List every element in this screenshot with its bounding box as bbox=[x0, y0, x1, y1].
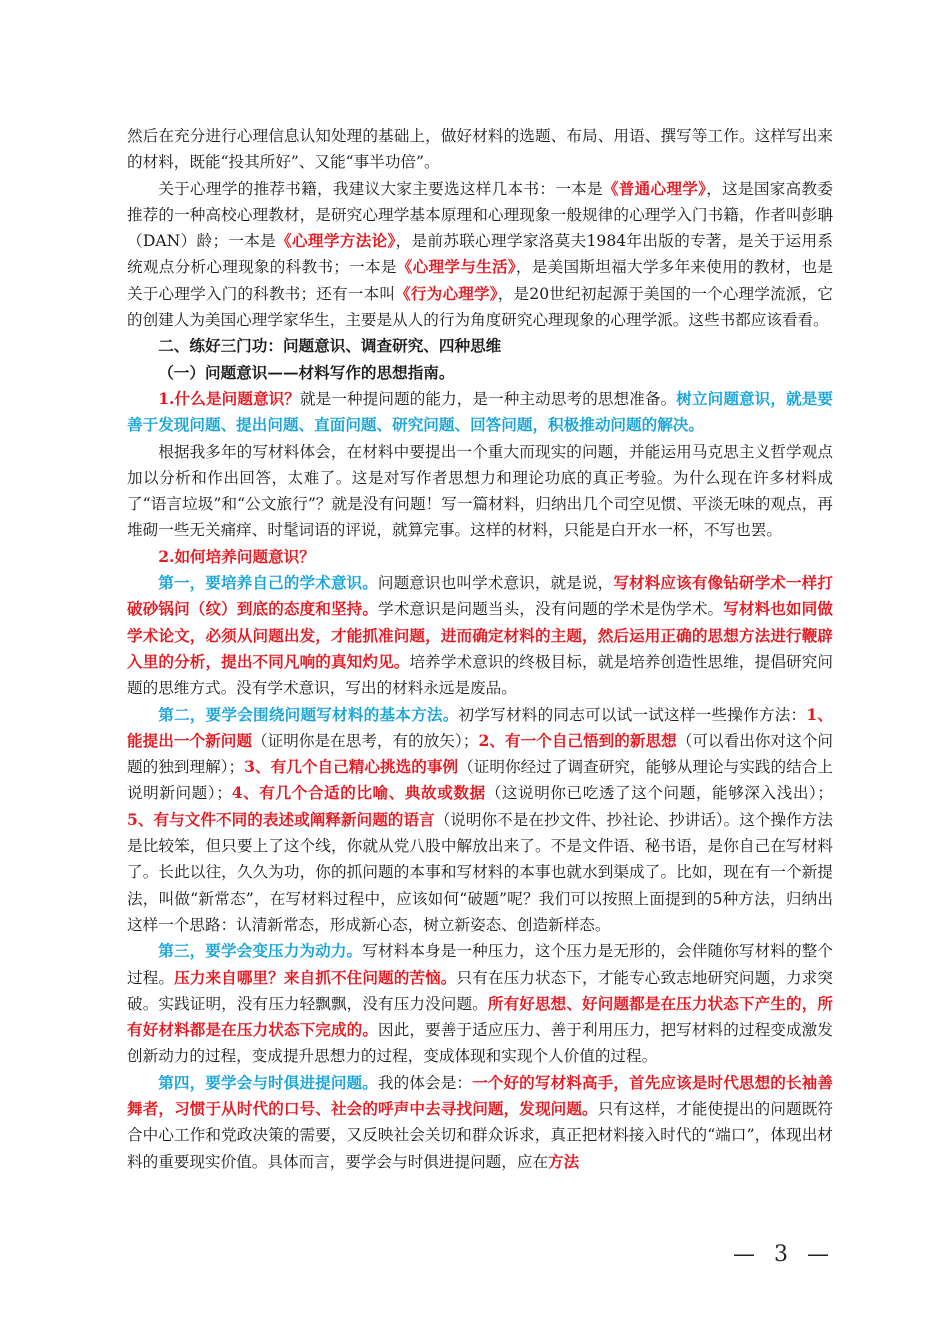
highlight-red-text: 写材料应该有像钻研学术一样打破砂锅问（纹）到底的态度和坚持。 bbox=[127, 573, 833, 619]
paragraph bbox=[127, 570, 833, 701]
highlight-red-text: 3、有几个自己精心挑选的事例 bbox=[244, 757, 459, 777]
text-run: 只有这样，才能使提出的问题既符合中心工作和党政决策的需要，又反映社会关切和群众诉求，真正把材料接入时代的“端口”，体现出材料的重要现实价值。具体而言，要学会与时俱进提问题，应在 bbox=[127, 1099, 833, 1171]
paragraph bbox=[127, 176, 833, 334]
text-run: （可以看出你对这个问题的独到理解）； bbox=[127, 731, 833, 777]
highlight-red-text: 写材料也如同做学术论文，必须从问题出发，才能抓准问题，进而确定材料的主题，然后运用正确的思想方法进行鞭辟入里的分析，提出不同凡响的真知灼见。 bbox=[127, 599, 833, 671]
text-run: ，是美国斯坦福大学多年来使用的教材，也是关于心理学入门的科教书；还有一本叫 bbox=[127, 258, 833, 303]
highlight-blue-text: 第三，要学会变压力为动力。 bbox=[158, 941, 363, 961]
text-run: 根据我多年的写材料体会，在材料中要提出一个重大而现实的问题，并能运用马克思主义哲学观点加以分析和作出回答，太难了。这是对写作者思想力和理论功底的真正考验。为什么现在许多材料成了“语言垃圾”和“公文旅行”？就是没有问题！写一篇材料，归纳出几个司空见惯、平淡无味的观点，再堆砌一些无关痛痒、时髦词语的评说，就算完事。这样的材料，只能是白开水一杯，不写也罢。 bbox=[127, 442, 833, 540]
text-run: ，是20世纪初起源于美国的一个心理学流派，它的创建人为美国心理学家华生，主要是从人的行为角度研究心理现象的心理学派。这些书都应该看看。 bbox=[127, 284, 834, 330]
paragraph bbox=[127, 544, 833, 570]
text-run: 只有在压力状态下，才能专心致志地研究问题，力求突破。实践证明，没有压力轻飘飘，没有压力没问题。 bbox=[127, 968, 833, 1013]
text-run: 关于心理学的推荐书籍，我建议大家主要选这样几本书：一本是 bbox=[158, 179, 603, 198]
paragraph bbox=[127, 439, 833, 544]
highlight-red-text: 1.什么是问题意识？ bbox=[158, 388, 300, 408]
text-run: （一）问题意识——材料写作的思想指南。 bbox=[158, 362, 455, 382]
text-run: ，这是国家高教委推荐的一种高校心理教材，是研究心理学基本原理和心理现象一般规律的心理学入门书籍，作者叫彭聃（DAN）龄；一本是 bbox=[127, 179, 833, 251]
highlight-blue-text: 第一，要培养自己的学术意识。 bbox=[158, 573, 378, 593]
text-run: 初学写材料的同志可以试一试这样一些操作方法： bbox=[458, 705, 807, 724]
section-heading bbox=[127, 360, 833, 386]
highlight-red-text: 一个好的写材料高手，首先应该是时代思想的长袖善舞者，习惯于从时代的口号、社会的呼声中去寻找问题，发现问题。 bbox=[127, 1072, 833, 1118]
highlight-red-text: 5、有与文件不同的表述或阐释新问题的语言 bbox=[127, 809, 435, 829]
text-run: 二、练好三门功：问题意识、调查研究、四种思维 bbox=[158, 336, 502, 356]
highlight-red-text: 《行为心理学》 bbox=[395, 283, 498, 303]
text-run: 我的体会是： bbox=[377, 1073, 473, 1092]
document-body bbox=[127, 123, 833, 1175]
text-run: 培养学术意识的终极目标，就是培养创造性思维，提倡研究问题的思维方式。没有学术意识，写出的材料永远是废品。 bbox=[127, 652, 833, 698]
paragraph bbox=[127, 123, 833, 176]
highlight-red-text: 压力来自哪里？来自抓不住问题的苦恼。 bbox=[174, 967, 457, 987]
highlight-red-text: 2.如何培养问题意识？ bbox=[158, 546, 315, 566]
page-number: — 3 — bbox=[733, 1242, 835, 1267]
text-run: 因此，要善于适应压力、善于利用压力，把写材料的过程变成激发创新动力的过程，变成提升思想力的过程，变成体现和实现个人价值的过程。 bbox=[127, 1021, 833, 1066]
highlight-red-text: 《普通心理学》 bbox=[602, 178, 707, 198]
highlight-red-text: 《心理学方法论》 bbox=[276, 231, 396, 251]
text-run: （证明你经过了调查研究，能够从理论与实践的结合上说明新问题）； bbox=[127, 758, 833, 803]
text-run: 就是一种提问题的能力，是一种主动思考的思想准备。 bbox=[299, 389, 677, 408]
text-run: 写材料本身是一种压力，这个压力是无形的，会伴随你写材料的整个过程。 bbox=[127, 942, 833, 987]
paragraph bbox=[127, 386, 833, 439]
highlight-red-text: 1、能提出一个新问题 bbox=[127, 704, 833, 750]
highlight-red-text: 2、有一个自己悟到的新思想 bbox=[478, 730, 677, 750]
text-run: （证明你是在思考，有的放矢）； bbox=[251, 731, 479, 750]
text-run: 然后在充分进行心理信息认知处理的基础上，做好材料的选题、布局、用语、撰写等工作。这样写出来的材料，既能“投其所好”、又能“事半功倍”。 bbox=[127, 127, 833, 172]
text-run: 问题意识也叫学术意识，就是说， bbox=[377, 574, 614, 593]
highlight-red-text: 《心理学与生活》 bbox=[396, 257, 516, 277]
highlight-red-text: 方法 bbox=[548, 1151, 580, 1171]
highlight-blue-text: 树立问题意识，就是要善于发现问题、提出问题、直面问题、研究问题、回答问题，积极推动问题的解决。 bbox=[127, 388, 833, 435]
paragraph bbox=[127, 702, 833, 939]
highlight-blue-text: 第四，要学会与时俱进提问题。 bbox=[158, 1072, 378, 1092]
highlight-red-text: 4、有几个合适的比喻、典故或数据 bbox=[231, 783, 486, 803]
paragraph bbox=[127, 938, 833, 1069]
text-run: （这说明你已吃透了这个问题，能够深入浅出）； bbox=[485, 784, 834, 803]
text-run: （说明你不是在抄文件、抄社论、抄讲话）。这个操作方法是比较笨，但只要上了这个线，你就从党八股中解放出来了。不是文件语、秘书语，是你自己在写材料了。长此以往，久久为功，你的抓问题的本事和写材料的本事也就水到渠成了。比如，现在有一个新提法，叫做“新常态”，在写材料过程中，应该如何“破题”呢？我们可以按照上面提到的5种方法，归纳出这样一个思路：认清新常态，形成新心态，树立新姿态、创造新样态。 bbox=[127, 810, 834, 934]
highlight-red-text: 所有好思想、好问题都是在压力状态下产生的，所有好材料都是在压力状态下完成的。 bbox=[127, 993, 833, 1040]
text-run: ，是前苏联心理学家洛莫夫1984年出版的专著，是关于运用系统观点分析心理现象的科教书；一本是 bbox=[127, 232, 833, 277]
text-run: 学术意识是问题当头，没有问题的学术是伪学术。 bbox=[378, 600, 724, 619]
section-heading bbox=[127, 333, 833, 359]
paragraph bbox=[127, 1070, 833, 1175]
highlight-blue-text: 第二，要学会围绕问题写材料的基本方法。 bbox=[158, 704, 459, 724]
